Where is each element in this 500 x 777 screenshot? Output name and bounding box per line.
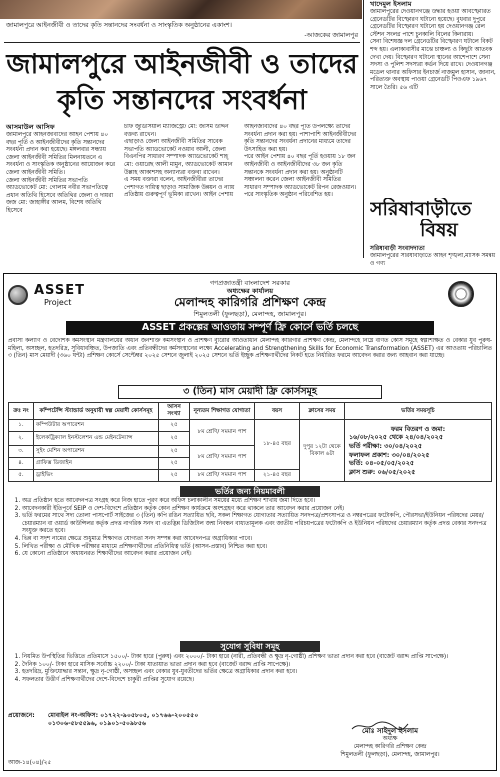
signatory-name: মোঃ সাইদুল ইসলাম	[362, 727, 418, 735]
logo-text: ASSET	[34, 283, 85, 298]
cell-education: ৮ম শ্রেণি/ সমমান পাশ	[190, 446, 255, 470]
cell-serial: ২.	[9, 432, 34, 446]
photo-caption: জামালপুরে আইনজীবী ও তাদের কৃতি সন্তানদের সংবর্ধনা ও সাংস্কৃতিক অনুষ্ঠানের একাংশ।	[6, 21, 232, 29]
rules-heading: ভর্তির জন্য নিয়মাবলী	[180, 486, 320, 497]
schedule-admission: ভর্তি: ০৪-০৫/০৫/২০২৫	[349, 459, 415, 468]
right-headline-line1: সরিষাবাড়ীতে	[370, 198, 472, 220]
photo-credit: -আজকের জামালপুর	[304, 31, 358, 39]
signature	[350, 716, 410, 726]
signatory-office: মেলান্দহ কারিগরি প্রশিক্ষণ কেন্দ্র	[353, 744, 427, 750]
course-heading: ৩ (তিন) মাস মেয়াদী ফ্রি কোর্সসমূহ	[118, 385, 382, 399]
cell-course: কম্পিউটার অপারেশন	[34, 420, 159, 432]
asset-logo	[8, 283, 100, 309]
admission-banner: ASSET প্রকল্পের আওতায় সম্পূর্ণ ফ্রি কোর্সে ভর্তি চলছে	[66, 321, 434, 335]
cell-schedule	[345, 420, 492, 482]
cell-seats: ২৫	[159, 446, 190, 458]
right-byline2: সরিষাবাড়ী সংবাদদাতা	[370, 245, 425, 252]
right-article-body: জামালপুরের দেওয়ানগঞ্জে উদ্ধার হওয়া অবিস্ফোরিত গ্রেনেডটির বিস্ফোরণ ঘটানো হয়েছে। বুধবার দুপুরে গ্রেনেডটির বিস্ফোরণ ঘটানো হয় দেওয়ানগঞ্জ রেল স্টেশন সংলগ্ন পাশে চুনকালি বিলের কিনারায়। সেনা বিশেষজ্ঞ দল গ্রেনেডটির বিস্ফোরণ ঘটালে বিকট শব্দ হয়। এলাকাবাসীর মাঝে চাঞ্চল্য ও কিছুটা আতংক দেখা দেয়। বিস্ফোরণ ঘটানো স্থানের আশেপাশে সেনা সদস্য ও পুলিশ সদস্যরা কর্ডন দিয়ে রাখে। দেওয়ানগঞ্জ মডেল থানার অফিসার ইনচার্জ নাজমুল হাসান, জানান, পরিত্যক্ত অবস্থায় পাওয়া গ্রেনেডটি পিওএফ ১৯৬৭ সালে তৈরি। ৫৬ এটি	[370, 9, 496, 91]
schedule-result: ফলাফল প্রকাশ: ৩০/০৪/২০২৫	[349, 450, 430, 459]
cell-education: ৮ম শ্রেণি/ সমমান পাশ	[190, 420, 255, 446]
cell-education: ৮ম শ্রেণি/ সমমান পাশ	[190, 470, 255, 482]
cell-class-time: দুপুর ১২টা থেকে বিকাল ৬টা	[300, 420, 345, 482]
cell-seats: ২৫	[159, 432, 190, 446]
right-headline-line2: বিষয়	[420, 219, 458, 241]
header-schedule: ভর্তির সময়সূচি	[345, 403, 492, 420]
article-col3: আইনজীবীদের ৪০ বছর পূর্তি উপলক্ষ্যে তাদের সংবর্ধনা প্রদান করা হয়। পাশাপাশি আইনজীবীদের কৃতি সন্তানদের সংবর্ধনা প্রদানের মাধ্যমে তাদের উৎসাহিত করা হয়। পরে আইন পেশায় ৪০ বছর পূর্তি হওয়ায় ১৮ জন আইনজীবী ও আইনজীবীদের ৩৮ জন কৃতি সন্তানকে সংবর্ধনা প্রদান করা হয়। অনুষ্ঠানটি সঞ্চালনা করেন জেলা আইনজীবী সমিতির সাধারণ সম্পাদক অ্যাডভোকেট রিপন রেজওয়ান। পরে সাংস্কৃতিক অনুষ্ঠান পরিবেশিত হয়।	[244, 124, 357, 199]
cell-serial: ৫.	[9, 470, 34, 482]
cell-age: ১৮-৪৫ বছর	[255, 420, 300, 470]
contact-numbers: মোবাইল নং-অফিস: ০১৭২২-৯০৫৮০৫, ০১৭৬৬-২০০৫৫০ ০১৩০৬-৫৮৫৫৯৬, ০১৯০১-৫০৯৮৫৬	[48, 712, 199, 728]
benefits-list	[8, 654, 492, 684]
gov-line1: গণপ্রজাতন্ত্রী বাংলাদেশ সরকার	[209, 279, 291, 287]
column-divider	[363, 0, 364, 258]
gov-line2: অধ্যক্ষের কার্যালয়	[226, 287, 274, 295]
ad-intro: প্রবাসী কল্যাণ ও বৈদেশিক কর্মসংস্থান মন্ত্রণালয়ের অধীন জনশক্তি কর্মসংস্থান ও প্রশিক্ষণ ব্যুরোর আওতাধীন মেলান্দহ কারিগরি প্রশিক্ষণ কেন্দ্র, মেলান্দহে নিম্নে বর্ণিত কোর্স সমূহে স্বল্পশিক্ষিত ও বেকার যুব পুরুষ-মহিলা, অসচ্ছল, হতদরিদ্র, সুবিধাবঞ্চিত, উপজাতি এবং প্রতিবন্ধীদের কর্মসংস্থানের লক্ষ্যে Accelerating and Strengthening Skills for Economic Transformation (ASSET) এর আওতায় পরিচালিত ৩ (তিন) মাস মেয়াদী (৩৬০ ঘন্টা) প্রশিক্ষণ কোর্সে সেপ্টেম্বর ২০২৫ সেশনে জুলাই ২০২৫ সেশনে ভর্তি ইচ্ছুক প্রশিক্ষণার্থীদের নিকট হতে নির্ধারিত ফরমে আবেদন করার জন্য আহবান করা যাচ্ছে।	[8, 338, 492, 360]
header-education: নূন্যতম শিক্ষাগত যোগ্যতা	[190, 403, 255, 420]
rule-item: 2. আবেদনকারী ইতিপূর্বে SEIP ও দেশ-বিদেশে প্রতিষ্ঠান কর্তৃক কোন প্রশিক্ষণ কার্যক্রমে অংশগ্রহণ করে থাকলে তার আবেদন করার প্রয়োজন নেই।	[22, 506, 492, 514]
cell-age: ২১-৪৫ বছর	[255, 470, 300, 482]
header-course: কম্পিটেন্সি স্ট্যান্ডার্ড অনুযায়ী স্বল্প মেয়াদী কোর্সসমূহ	[34, 403, 159, 420]
benefit-item: 1. নিয়মিত উপস্থিতির ভিত্তিতে প্রতিমাসে ১৫০০/- টাকা হারে (পুরুষ) এবং ২০০০/- টাকা হারে (নারী, প্রতিবন্ধী ও ক্ষুদ্র নৃ-গোষ্ঠী) প্রশিক্ষণ ভাতা প্রদান করা হবে (বাজেট বরাদ্দ প্রাপ্তি সাপেক্ষে)।	[22, 654, 492, 662]
globe-icon	[8, 285, 28, 305]
right-article-body2: জামালপুরের সরিষাবাড়ীতে আইন শৃঙ্খলা,মাসিক সমন্বয় ও গণ্য	[370, 253, 495, 267]
cell-serial: ৪.	[9, 458, 34, 470]
header-serial: ক্রঃ নং	[9, 403, 34, 420]
rule-item: 6. যে কোনো প্রতিষ্ঠানে অধ্যয়নরত শিক্ষার্থীদের আবেদন করার প্রয়োজন নেই।	[22, 551, 492, 559]
schedule-exam: ভর্তি পরীক্ষা: ৩০/০৪/২০২৫	[349, 441, 422, 450]
rules-list	[8, 498, 492, 559]
article-col2: চীফ জুডিসিয়াল ম্যাজিস্ট্রেট মো: জসিম উদ্দিন বক্তব্য রাখেন। এছাড়াও জেলা আইনজীবী সমিতির সাবেক সভাপতি অ্যাডভোকেট নওয়াব আলী, জেলা বিএনপির সাধারণ সম্পাদক অ্যাডভোকেট শাহ্ মো: ওয়ারেছ আলী মামুন, অ্যাডভোকেট আমান উল্লাহ আকাশসহ অন্যান্যরা বক্তব্য রাখেন। এ সময় বক্তারা বলেন, আইনজীবীরা তাদের পেশাগত দায়িত্ব ছাড়াও সামাজিক উন্নয়ন ও ন্যায় প্রতিষ্ঠায় গুরুত্বপূর্ণ ভূমিকা রাখেন। আইন পেশায়	[124, 124, 235, 199]
headline-line2: কৃতি সন্তানদের সংবর্ধনা	[57, 85, 307, 116]
cell-course: সুইং মেশিন অপারেশন	[34, 446, 159, 458]
header-class-time: ক্লাসের সময়	[300, 403, 345, 420]
schedule-class-start: ক্লাস শুরু: ০৬/০৫/২০২৫	[349, 467, 416, 476]
article-col1: জামালপুরে আইনজীবীদের আইন পেশায় ৪০ বছর পূর্তি ও আইনজীবীদের কৃতি সন্তানদের সংবর্ধনা প্রদান করা হয়েছে। মঙ্গলবার সন্ধ্যায় জেলা আইনজীবী সমিতির মিলনায়তনে এ সংবর্ধনা ও সাংস্কৃতিক অনুষ্ঠানের আয়োজন করে জেলা আইনজীবী সমিতি। জেলা আইনজীবী সমিতির সভাপতি অ্যাডভোকেট মো: গোলাম নবীর সভাপতিত্বে প্রধান অতিথি হিসেবে অতিথির জেলা ও দায়রা জজ মো: জাহাঙ্গীর আলম, বিশেষ অতিথি হিসেবে	[6, 132, 115, 214]
contact-label: প্রয়োজনে:	[8, 712, 35, 719]
benefit-item: 2. দৈনিক ১০০/- টাকা হারে মাসিক সর্বোচ্চ ২২০০/- টাকা যাতায়াত ভাতা প্রদান করা হবে (বাজেট বরাদ্দ প্রাপ্তি সাপেক্ষে)।	[22, 662, 492, 670]
signatory-address: শিমুলতলী (ফুলছড়া), মেলান্দহ, জামালপুর।	[340, 752, 440, 758]
cell-course: ড্রাইভিং	[34, 470, 159, 482]
center-address: শিমুলতলী (ফুলছড়া), মেলান্দহ, জামালপুর।	[193, 310, 307, 318]
cell-seats: ২৫	[159, 420, 190, 432]
benefits-heading: সুযোগ সুবিধা সমূহ	[180, 641, 320, 652]
headline-line1: জামালপুরে আইনজীবী ও তাদের	[6, 49, 358, 80]
benefit-item: 3. হতদরিদ্র, মুক্তিযোদ্ধার সন্তান, ক্ষুদ্র নৃ-গোষ্ঠী, অসচ্ছল এবং বেকার যুব-যুবতীদের ভর্তির ক্ষেত্রে অগ্রাধিকার প্রদান করা হবে।	[22, 669, 492, 677]
header-seats: আসন সংখ্যা	[159, 403, 190, 420]
divider	[4, 42, 360, 43]
logo-subtext: Project	[44, 298, 72, 307]
cell-course: গ্রাফিক্স ডিজাইন	[34, 458, 159, 470]
cell-serial: ১.	[9, 420, 34, 432]
cell-serial: ৩.	[9, 446, 34, 458]
center-title: মেলান্দহ কারিগরি প্রশিক্ষণ কেন্দ্র	[174, 295, 326, 309]
signatory-title: অধ্যক্ষ	[382, 736, 398, 742]
byline: আসমাউল আসিফ	[6, 123, 55, 131]
cell-seats: ২৫	[159, 470, 190, 482]
table-header-row	[9, 403, 492, 420]
event-photo	[0, 0, 362, 19]
header-age: বয়স	[255, 403, 300, 420]
schedule-form-label: ফরম বিতরণ ও জমা:	[390, 424, 446, 433]
rule-item: 1. অত্র প্রতিষ্ঠান হতে আবেদনপত্র সংগ্রহ করে নিজ হাতে পূরণ করে অফিস চলাকালীন সময়ের মধ্যে প্রশিক্ষণ শাখায় জমা দিতে হবে।	[22, 498, 492, 506]
cell-course: ইলেকট্রিক্যাল ইনস্টলেশন এন্ড মেইনটেন্যান্স	[34, 432, 159, 446]
rule-item: 5. লিখিত পরীক্ষা ও মৌখিক পরীক্ষার মাধ্যমে প্রশিক্ষণার্থীদের প্রতিনিধিত্ব ভর্তি (আসন-প্রস্তাব) নিশ্চিত করা হবে।	[22, 544, 492, 552]
government-seal-icon	[448, 281, 474, 307]
rule-item: 3. ভর্তি ফরমের সাথে সদ্য তোলা পাসপোর্ট সাইজের ৩ (তিন) কপি রঙিন সত্যায়িত ছবি, সকল শিক্ষাগত যোগ্যতার সত্যায়িত সনদপত্র/প্রশংসাপত্র ও নম্বরপত্রের ফটোকপি, পৌরসভা/ইউনিয়ন পরিষদের মেয়র/চেয়ারম্যান বা ওয়ার্ড কাউন্সিলর কর্তৃক প্রদত্ত নাগরিক সনদ বা এতদ্ভিন্ন ডিজিটাল জন্ম নিবন্ধন বাধ্যতামূলক এবং জাতীয় পরিচয়পত্রের ফটোকপি ও ইউনিয়ন পরিষদের চেয়ারম্যান কর্তৃক প্রদত্ত বেকার সনদপত্র সংযুক্ত করতে হবে।	[22, 513, 492, 536]
benefit-item: 4. সফলতার উত্তীর্ণ প্রশিক্ষণার্থীদের দেশে-বিদেশে চাকুরী প্রাপ্তির সুযোগ রয়েছে।	[22, 677, 492, 685]
course-table	[8, 402, 492, 482]
right-byline: খাদেমুল ইসলাম	[370, 0, 412, 8]
reference-number: আজ-১৪(০৪)/২৫	[8, 760, 52, 766]
schedule-form-dates: ১৬/০৮/২০২৫ থেকে ২৪/০৪/২০২৫	[349, 433, 443, 442]
cell-seats: ২৫	[159, 458, 190, 470]
table-row	[9, 420, 492, 432]
rule-item: 4. ভিন্ন বা সদৃশ নামের ক্ষেত্রে শুধুমাত্র শিক্ষাগত যোগ্যতা সনদ সম্পন্ন করা আবেদনপত্র অগ্রাধিকার পাবে।	[22, 536, 492, 544]
